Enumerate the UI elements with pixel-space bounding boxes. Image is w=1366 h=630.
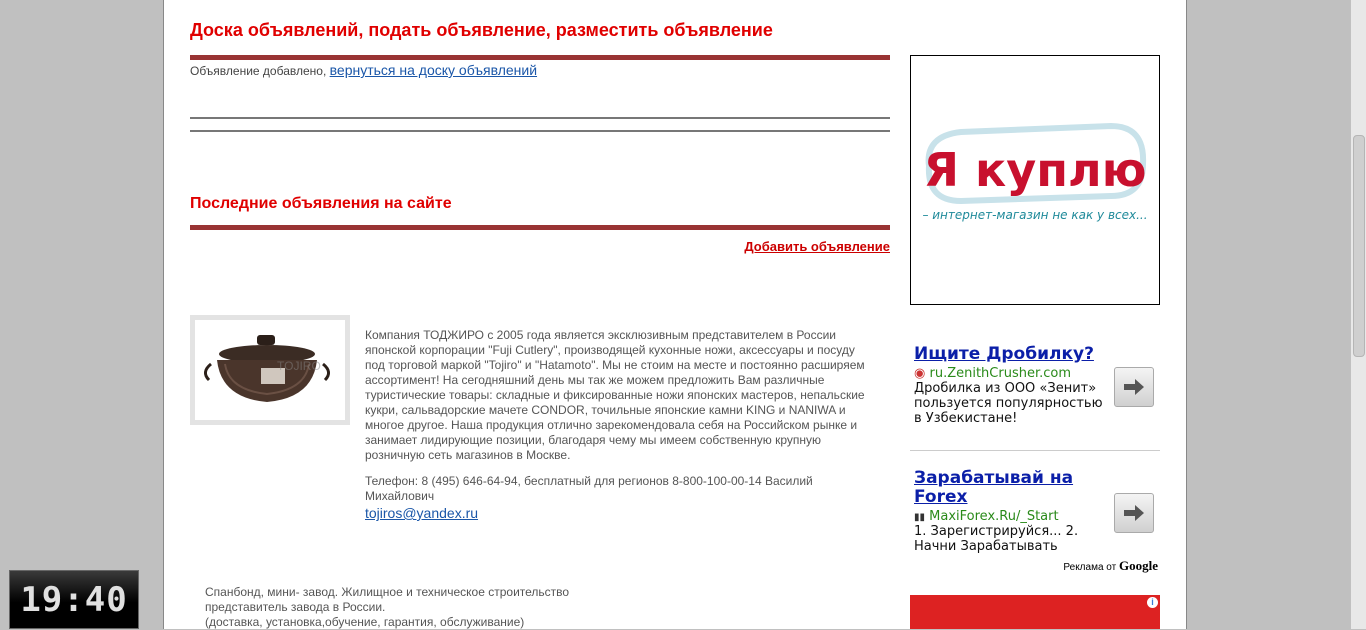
listing-2-line: (доставка, установка,обучение, гарантия, обслуживание)	[205, 615, 525, 629]
thumb-watermark: TOJIRO	[277, 359, 321, 373]
ya-kuplyu-logo	[911, 56, 1159, 304]
google-logo: Google	[1119, 558, 1158, 573]
divider-line	[190, 130, 890, 132]
listing-2-text	[205, 585, 625, 629]
added-notice	[190, 62, 537, 78]
ad-text: Дробилка из ООО «Зенит» пользуется популярностью в Узбекистане!	[914, 381, 1103, 426]
scrollbar-thumb[interactable]	[1353, 135, 1365, 357]
favicon-icon: ◉	[914, 366, 926, 381]
listing-phone: Телефон: 8 (495) 646-64-94, бесплатный для регионов 8-800-100-00-14 Василий Михайлович	[365, 474, 813, 503]
ad-url-text: MaxiForex.Ru/_Start	[929, 509, 1059, 524]
ad-block[interactable]	[914, 469, 1158, 554]
ads-by-label: Реклама от	[1063, 562, 1117, 573]
page-title: Доска объявлений, подать объявление, разместить объявление	[190, 20, 773, 40]
add-ad-link[interactable]: Добавить объявление	[744, 239, 890, 254]
recent-divider	[190, 225, 890, 230]
vertical-scrollbar[interactable]	[1351, 0, 1366, 629]
ad-arrow-button[interactable]	[1114, 367, 1154, 407]
ad-arrow-button[interactable]	[1114, 493, 1154, 533]
listing-2-line: представитель завода в России.	[205, 600, 386, 614]
favicon-icon: ▮▮	[914, 512, 926, 523]
ad-text: 1. Зарегистрируйся... 2. Начни Зарабатывать	[914, 524, 1079, 554]
clock-widget: 19:40	[9, 570, 139, 629]
title-divider	[190, 55, 890, 60]
page-container	[163, 0, 1187, 629]
logo-tagline: – интернет-магазин не как у всех...	[922, 208, 1148, 222]
arrow-right-icon	[1122, 503, 1146, 523]
notice-text: Объявление добавлено,	[190, 64, 327, 78]
ads-by-google[interactable]	[1063, 558, 1158, 574]
red-ad-banner[interactable]	[910, 595, 1160, 629]
ad-block[interactable]	[914, 345, 1158, 426]
logo-text: Я куплю	[923, 143, 1147, 197]
ya-kuplyu-banner[interactable]	[910, 55, 1160, 305]
ad-separator	[910, 450, 1160, 451]
listing-2-line: Спанбонд, мини- завод. Жилищное и техническое строительство	[205, 585, 570, 599]
divider-line	[190, 117, 890, 119]
listing-description: Компания ТОДЖИРО с 2005 года является эксклюзивным представителем в России японской корпорации "Fuji Cutlery", производящей кухонные ножи, аксессуары и посуду под торговой маркой "Tojiro" и "Hatamoto". Мы не стоим на месте и постоянно расширяем ассортимент! На сегодняшний день мы так же можем предложить Вам различные туристические товары: складные и фиксированные ножи японских мастеров, непальские кукри, сальвадорские мачете CONDOR, точильные японские камни KING и NANIWA и многое другое. Наша продукция отлично зарекомендовала себя на Российском рынке и занимает лидирующие позиции, благодаря чему мы имеем собственную крупную розничную сеть магазинов в Москве.	[365, 328, 865, 462]
listing-email-link[interactable]: tojiros@yandex.ru	[365, 505, 479, 521]
info-icon[interactable]: i	[1147, 597, 1158, 608]
arrow-right-icon	[1122, 377, 1146, 397]
ad-title-link[interactable]: Зарабатывай на Forex	[914, 468, 1074, 507]
pot-image	[195, 320, 345, 420]
listing-thumbnail[interactable]	[190, 315, 350, 425]
recent-ads-title: Последние объявления на сайте	[190, 195, 452, 212]
ad-title-link[interactable]: Ищите Дробилку?	[914, 344, 1094, 364]
ad-url-text: ru.ZenithCrusher.com	[929, 366, 1072, 381]
back-to-board-link[interactable]: вернуться на доску объявлений	[329, 62, 538, 78]
